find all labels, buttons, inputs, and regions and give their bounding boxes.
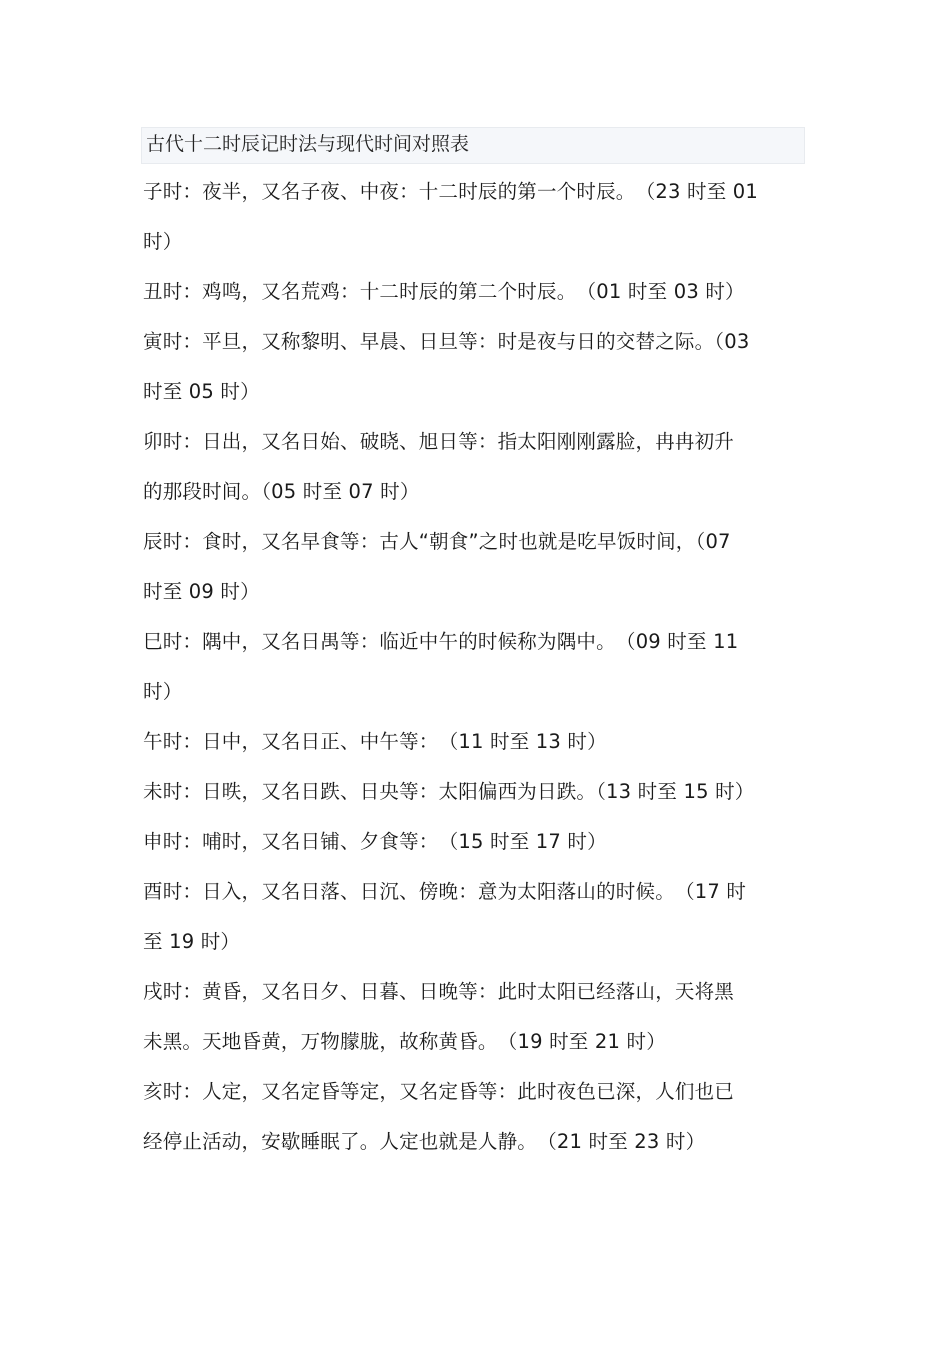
text-line: 戌时：黄昏，又名日夕、日暮、日晚等：此时太阳已经落山，天将黑 [143,980,735,1003]
text-line: 时） [143,230,183,253]
text-line: 时） [143,680,183,703]
text-line: 时至 05 时） [143,380,260,403]
body-text [143,167,807,1167]
text-line: 亥时：人定，又名定昏等定，又名定昏等：此时夜色已深，人们也已 [143,1080,735,1103]
document-title: 古代十二时辰记时法与现代时间对照表 [146,133,470,155]
text-line: 时至 09 时） [143,580,260,603]
text-line: 辰时：食时，又名早食等：古人“朝食”之时也就是吃早饭时间，（07 [143,530,731,553]
text-line: 未黑。天地昏黄，万物朦胧，故称黄昏。 （19 时至 21 时） [143,1030,666,1053]
text-line: 经停止活动，安歇睡眠了。人定也就是人静。 （21 时至 23 时） [143,1130,706,1153]
text-line: 至 19 时） [143,930,241,953]
text-line: 午时：日中，又名日正、中午等： （11 时至 13 时） [143,730,607,753]
text-line: 卯时：日出，又名日始、破晓、旭日等：指太阳刚刚露脸，冉冉初升 [143,430,735,453]
text-line: 丑时：鸡鸣，又名荒鸡：十二时辰的第二个时辰。 （01 时至 03 时） [143,280,745,303]
text-line: 寅时：平旦，又称黎明、早晨、日旦等：时是夜与日的交替之际。（03 [143,330,750,353]
title-box [141,127,805,164]
text-line: 酉时：日入，又名日落、日沉、傍晚：意为太阳落山的时候。 （17 时 [143,880,747,903]
text-line: 子时：夜半，又名子夜、中夜：十二时辰的第一个时辰。 （23 时至 01 [143,180,759,203]
text-line: 申时：哺时，又名日铺、夕食等： （15 时至 17 时） [143,830,607,853]
text-line: 巳时：隅中，又名日禺等：临近中午的时候称为隅中。 （09 时至 11 [143,630,739,653]
text-line: 未时：日昳，又名日跌、日央等：太阳偏西为日跌。（13 时至 15 时） [143,780,755,803]
text-line: 的那段时间。（05 时至 07 时） [143,480,420,503]
